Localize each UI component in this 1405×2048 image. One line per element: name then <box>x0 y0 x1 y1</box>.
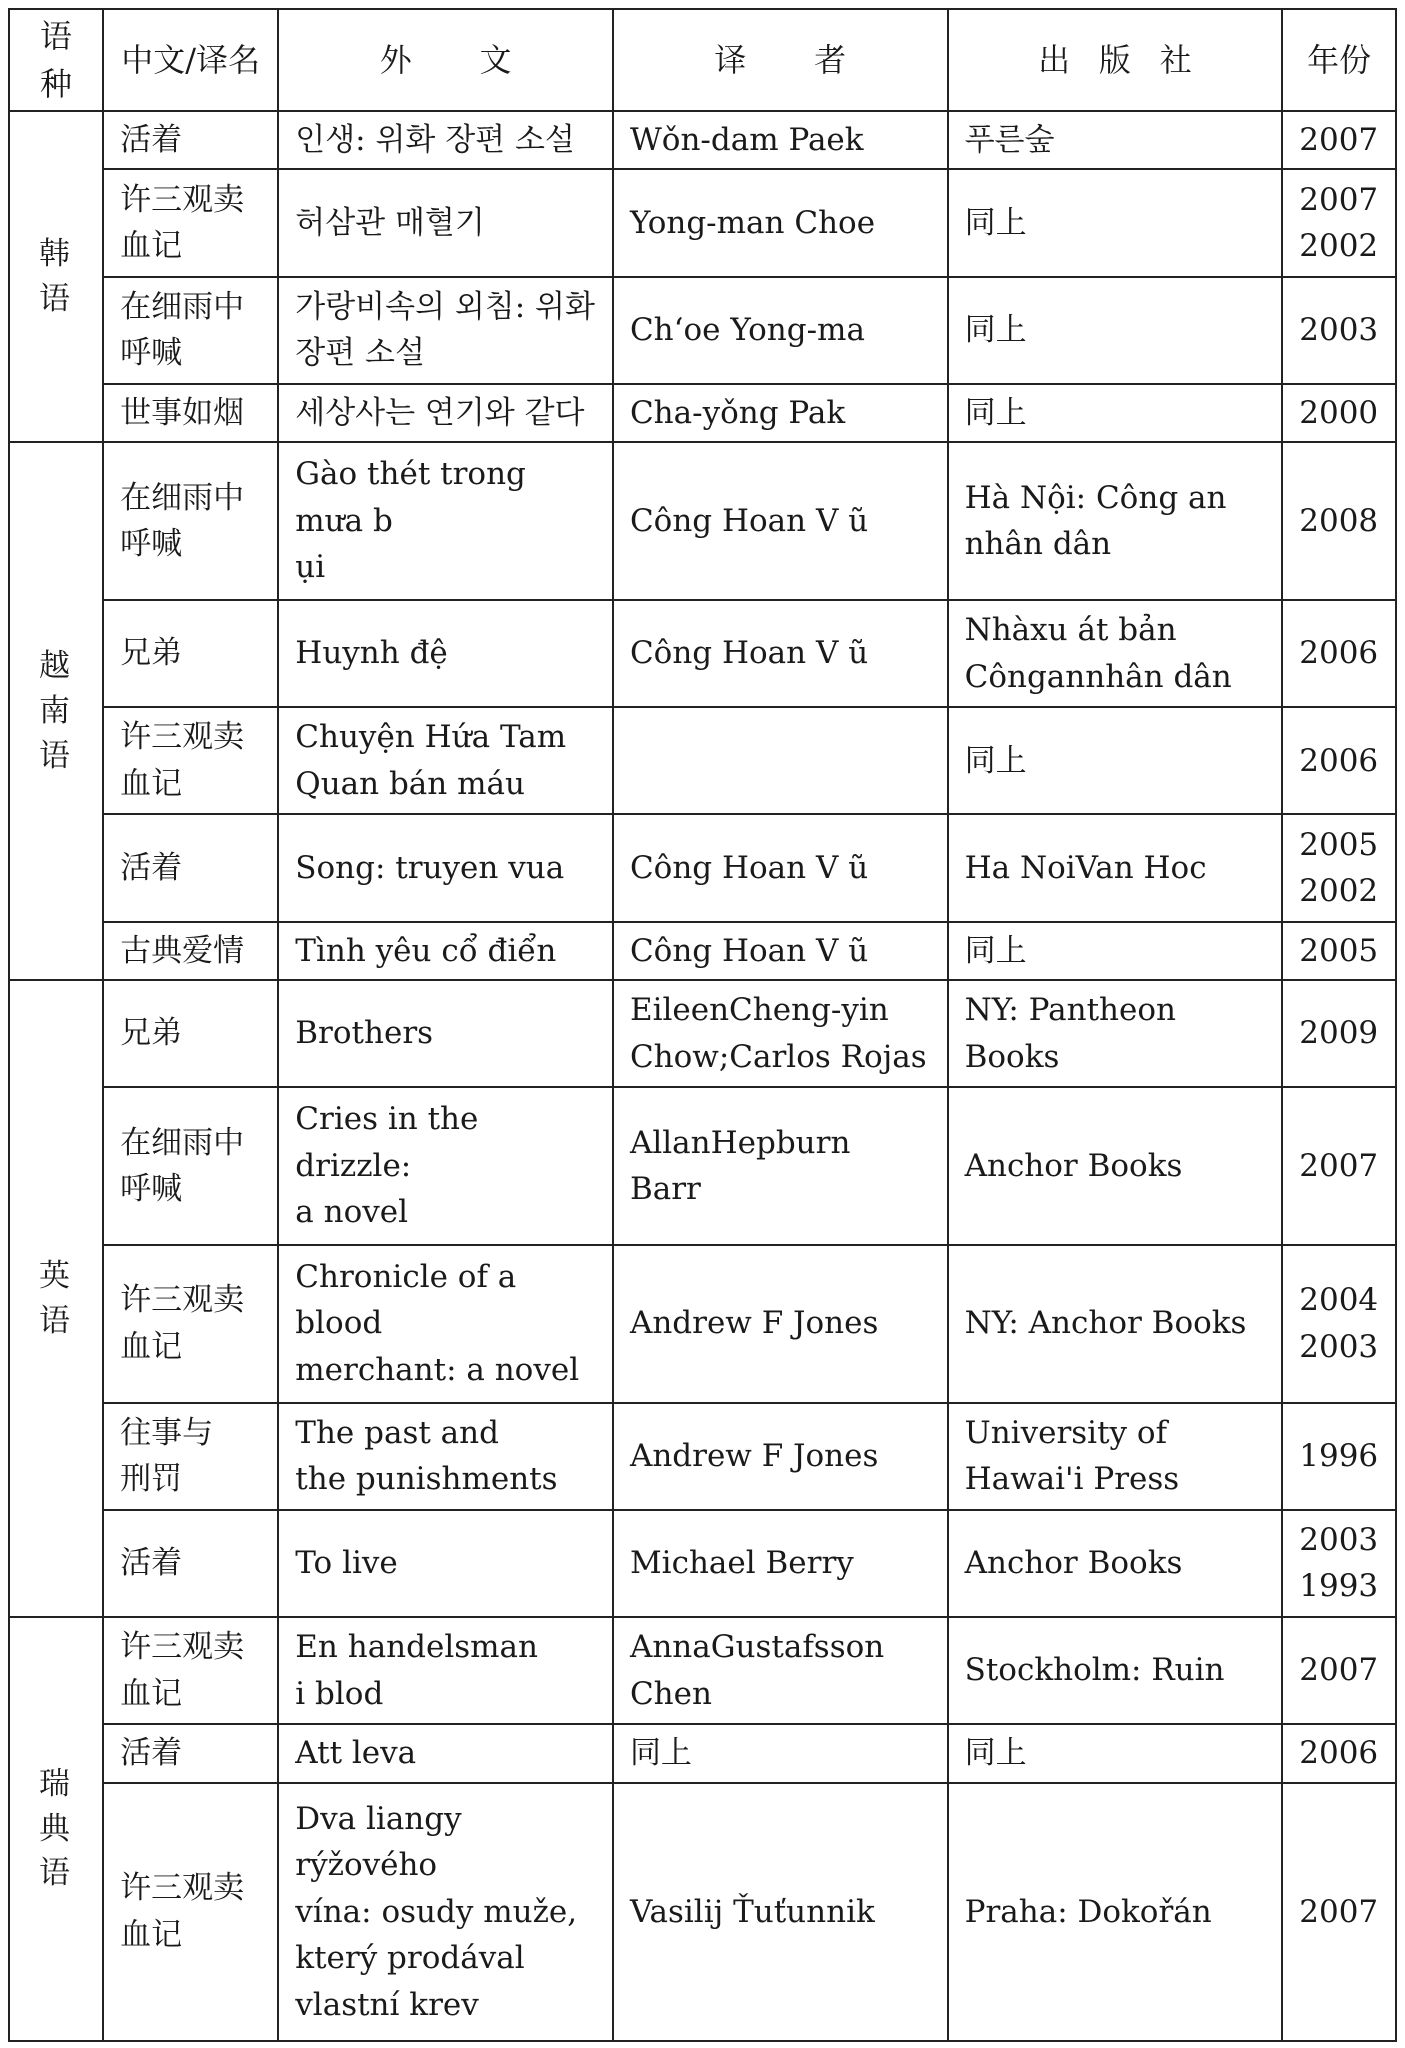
publisher-cell: 同上 <box>948 384 1283 442</box>
publisher-cell: 同上 <box>948 277 1283 384</box>
title-foreign-cell: En handelsman i blod <box>278 1617 613 1724</box>
language-label: 瑞典语 <box>39 1765 70 1892</box>
publisher-cell: Hà Nội: Công an nhân dân <box>948 442 1283 600</box>
translator-cell: 同上 <box>613 1724 948 1782</box>
year-cell: 2005 <box>1282 922 1396 980</box>
year-cell: 2007 <box>1282 1087 1396 1245</box>
translator-cell: Wǒn-dam Paek <box>613 111 948 169</box>
title-cn-cell: 活着 <box>103 111 278 169</box>
translator-cell: Andrew F Jones <box>613 1403 948 1510</box>
title-foreign-cell: Cries in the drizzle: a novel <box>278 1087 613 1245</box>
year-cell: 2003 <box>1282 277 1396 384</box>
title-cn-cell: 在细雨中 呼喊 <box>103 442 278 600</box>
year-cell: 2007 <box>1282 1783 1396 2041</box>
year-cell: 2007 <box>1282 1617 1396 1724</box>
table-row <box>9 1783 1396 2041</box>
publisher-cell: Nhàxu át bản Côngannhân dân <box>948 600 1283 707</box>
year-cell: 1996 <box>1282 1403 1396 1510</box>
title-foreign-cell: Att leva <box>278 1724 613 1782</box>
translator-cell: EileenCheng-yin Chow;Carlos Rojas <box>613 980 948 1087</box>
title-foreign-cell: Gào thét trong mưa b ụi <box>278 442 613 600</box>
table-row <box>9 1245 1396 1403</box>
publisher-cell: NY: Anchor Books <box>948 1245 1283 1403</box>
translations-table <box>8 8 1397 2042</box>
title-foreign-cell: Tình yêu cổ điển <box>278 922 613 980</box>
language-cell <box>9 111 103 442</box>
table-row <box>9 169 1396 276</box>
language-cell <box>9 980 103 1617</box>
year-cell: 2006 <box>1282 1724 1396 1782</box>
title-foreign-cell: The past and the punishments <box>278 1403 613 1510</box>
table-row <box>9 1403 1396 1510</box>
title-cn-cell: 许三观卖 血记 <box>103 169 278 276</box>
language-label: 英语 <box>39 1257 70 1339</box>
publisher-cell: Stockholm: Ruin <box>948 1617 1283 1724</box>
translator-cell: Công Hoan V ũ <box>613 922 948 980</box>
title-foreign-cell: Dva liangy rýžového vína: osudy muže, který prodával vlastní krev <box>278 1783 613 2041</box>
title-foreign-cell: 인생: 위화 장편 소설 <box>278 111 613 169</box>
header-year: 年份 <box>1282 9 1396 111</box>
header-language: 语种 <box>9 9 103 111</box>
year-cell: 2006 <box>1282 600 1396 707</box>
translator-cell: Công Hoan V ũ <box>613 814 948 921</box>
table-row <box>9 600 1396 707</box>
title-cn-cell: 在细雨中 呼喊 <box>103 277 278 384</box>
title-foreign-cell: 허삼관 매혈기 <box>278 169 613 276</box>
publisher-cell: 푸른숲 <box>948 111 1283 169</box>
title-cn-cell: 活着 <box>103 1510 278 1617</box>
header-title-cn: 中文/译名 <box>103 9 278 111</box>
publisher-cell: Anchor Books <box>948 1087 1283 1245</box>
translator-cell: Michael Berry <box>613 1510 948 1617</box>
table-row <box>9 707 1396 814</box>
translator-cell: Vasilij Ťuťunnik <box>613 1783 948 2041</box>
title-foreign-cell: To live <box>278 1510 613 1617</box>
translator-cell <box>613 707 948 814</box>
translator-cell: Công Hoan V ũ <box>613 442 948 600</box>
header-publisher: 出版社 <box>948 9 1283 111</box>
language-label: 越南语 <box>39 647 70 774</box>
publisher-cell: University of Hawai'i Press <box>948 1403 1283 1510</box>
publisher-cell: Anchor Books <box>948 1510 1283 1617</box>
translator-cell: AnnaGustafsson Chen <box>613 1617 948 1724</box>
publisher-cell: 同上 <box>948 1724 1283 1782</box>
title-cn-cell: 兄弟 <box>103 980 278 1087</box>
year-cell: 2003 1993 <box>1282 1510 1396 1617</box>
translator-cell: Yong-man Choe <box>613 169 948 276</box>
year-cell: 2009 <box>1282 980 1396 1087</box>
title-cn-cell: 古典爱情 <box>103 922 278 980</box>
translator-cell: Andrew F Jones <box>613 1245 948 1403</box>
header-translator: 译 者 <box>613 9 948 111</box>
year-cell: 2006 <box>1282 707 1396 814</box>
title-foreign-cell: Chuyện Hứa Tam Quan bán máu <box>278 707 613 814</box>
language-label: 韩语 <box>39 235 70 317</box>
table-row <box>9 1510 1396 1617</box>
title-cn-cell: 许三观卖 血记 <box>103 1783 278 2041</box>
title-cn-cell: 活着 <box>103 1724 278 1782</box>
title-cn-cell: 往事与 刑罚 <box>103 1403 278 1510</box>
header-title-foreign: 外 文 <box>278 9 613 111</box>
table-row <box>9 442 1396 600</box>
title-cn-cell: 世事如烟 <box>103 384 278 442</box>
title-cn-cell: 在细雨中 呼喊 <box>103 1087 278 1245</box>
translator-cell: Công Hoan V ũ <box>613 600 948 707</box>
year-cell: 2007 2002 <box>1282 169 1396 276</box>
table-row <box>9 814 1396 921</box>
year-cell: 2008 <box>1282 442 1396 600</box>
publisher-cell: 同上 <box>948 169 1283 276</box>
table-row <box>9 1724 1396 1782</box>
table-row <box>9 1617 1396 1724</box>
translator-cell: AllanHepburn Barr <box>613 1087 948 1245</box>
translator-cell: Cha-yǒng Pak <box>613 384 948 442</box>
table-row <box>9 922 1396 980</box>
table-body <box>9 111 1396 2041</box>
publisher-cell: NY: Pantheon Books <box>948 980 1283 1087</box>
publisher-cell: Ha NoiVan Hoc <box>948 814 1283 921</box>
translator-cell: Ch‘oe Yong-ma <box>613 277 948 384</box>
title-foreign-cell: 가랑비속의 외침: 위화 장편 소설 <box>278 277 613 384</box>
title-foreign-cell: Song: truyen vua <box>278 814 613 921</box>
year-cell: 2007 <box>1282 111 1396 169</box>
publisher-cell: 同上 <box>948 922 1283 980</box>
header-row <box>9 9 1396 111</box>
title-foreign-cell: Huynh đệ <box>278 600 613 707</box>
publisher-cell: Praha: Dokořán <box>948 1783 1283 2041</box>
table-row <box>9 980 1396 1087</box>
title-cn-cell: 活着 <box>103 814 278 921</box>
title-foreign-cell: 세상사는 연기와 같다 <box>278 384 613 442</box>
table-row <box>9 384 1396 442</box>
language-cell <box>9 442 103 980</box>
table-row <box>9 1087 1396 1245</box>
language-cell <box>9 1617 103 2041</box>
publisher-cell: 同上 <box>948 707 1283 814</box>
table-row <box>9 277 1396 384</box>
title-cn-cell: 许三观卖 血记 <box>103 1245 278 1403</box>
title-foreign-cell: Brothers <box>278 980 613 1087</box>
title-cn-cell: 兄弟 <box>103 600 278 707</box>
year-cell: 2005 2002 <box>1282 814 1396 921</box>
title-cn-cell: 许三观卖 血记 <box>103 1617 278 1724</box>
title-cn-cell: 许三观卖 血记 <box>103 707 278 814</box>
year-cell: 2000 <box>1282 384 1396 442</box>
title-foreign-cell: Chronicle of a blood merchant: a novel <box>278 1245 613 1403</box>
year-cell: 2004 2003 <box>1282 1245 1396 1403</box>
table-row <box>9 111 1396 169</box>
